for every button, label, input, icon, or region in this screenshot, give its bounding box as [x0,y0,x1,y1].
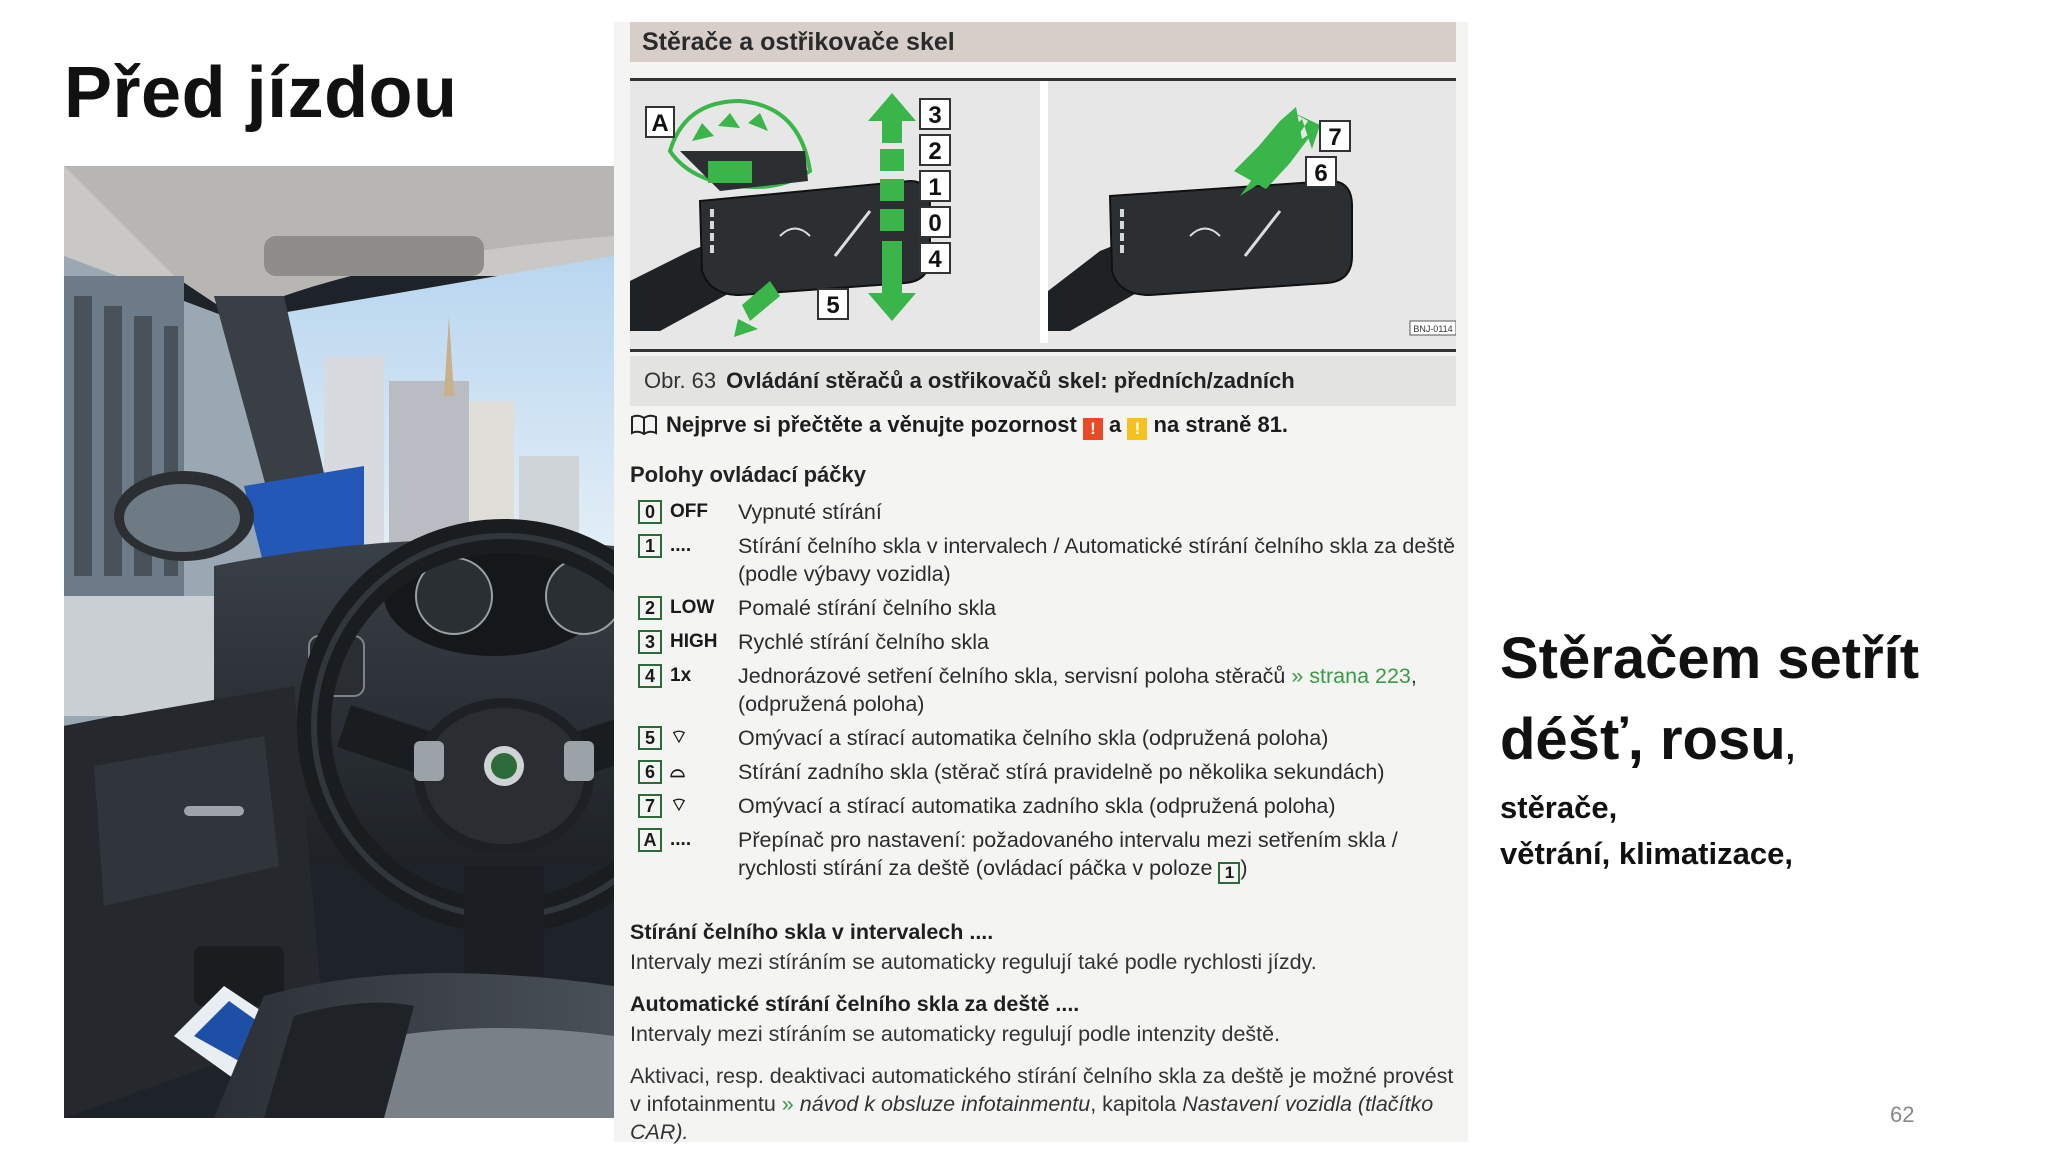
position-text-after: , (odpružená poloha) [738,664,1417,716]
rain-text: Intervaly mezi stíráním se automaticky regulují podle intenzity deště. [630,1022,1281,1046]
position-box: 5 [638,726,662,750]
figure-label-7: 7 [1328,124,1342,151]
interval-indicator-1 [692,123,714,141]
position-box: 1 [638,534,662,558]
position-row [630,792,1456,820]
position-text-main: Jednorázové setření čelního skla, servisní poloha stěračů [738,664,1286,688]
interval-text: Intervaly mezi stíráním se automaticky regulují také podle rychlosti jízdy. [630,950,1317,974]
activation-italic-2: Nastavení vozidla (tlačítko CAR). [630,1092,1434,1144]
position-text: Omývací a stírací automatika zadního skla (odpružená poloha) [738,794,1336,818]
right-heading-line2 [1500,706,1795,773]
position-row [630,532,1456,588]
position-row [630,498,1456,526]
right-heading-line1: Stěračem setřít [1500,626,1920,691]
page-link[interactable]: » strana 223 [1291,664,1411,688]
position-box: 2 [638,596,662,620]
position-row [630,826,1456,884]
rear-wiper-icon: ⌓ [670,761,686,782]
notice-prefix: Nejprve si přečtěte a věnujte pozornost [666,412,1077,437]
figure-label-0: 0 [928,210,942,237]
interval-heading: Stírání čelního skla v intervalech .... [630,920,994,944]
activation-italic-1: návod k obsluze infotainmentu [799,1092,1091,1116]
figure-label-A: A [651,110,669,137]
position-box: 4 [638,664,662,688]
position-text: Rychlé stírání čelního skla [738,630,989,654]
position-row [630,594,1456,622]
positions-list [630,498,1456,890]
book-icon [630,414,658,442]
position-symbol: 1x [670,665,692,686]
position-box: 7 [638,794,662,818]
position-text [720,662,1456,718]
position-text-after: ) [1240,856,1248,880]
inline-position-box: 1 [1218,862,1240,884]
position-row [630,662,1456,718]
caption-number: Obr. 63 [644,368,717,393]
manual-page [614,22,1468,1142]
position-box: A [638,828,662,852]
position-row [630,758,1456,786]
right-line4: větrání, klimatizace, [1500,836,1793,871]
right-heading-line2-suffix: , [1785,729,1796,767]
position-text: Stírání čelního skla v intervalech / Automatické stírání čelního skla za deště (podle výbavy vozidla) [738,534,1456,586]
figure-label-4: 4 [928,246,942,273]
figure-label-5: 5 [826,292,840,319]
caption-text: Ovládání stěračů a ostřikovačů skel: předních/zadních [726,368,1295,393]
page-number: 62 [1890,1102,1915,1127]
interval-indicator-2 [718,113,740,128]
safety-notice [630,412,1288,442]
warning-yellow-icon: ! [1127,418,1147,440]
position-text: Vypnuté stírání [738,500,882,524]
position-text [720,826,1456,884]
slide-title: Před jízdou [64,53,458,133]
interval-indicator-3 [748,113,768,131]
washer-front-icon: ⌔ [670,727,688,748]
position-box: 3 [638,630,662,654]
position-text: Stírání zadního skla (stěrač stírá pravidelně po několika sekundách) [738,760,1385,784]
figure-label-2: 2 [928,138,942,165]
position-text: Pomalé stírání čelního skla [738,596,997,620]
position-symbol: LOW [670,597,715,618]
position-text-main: Přepínač pro nastavení: požadovaného intervalu mezi setřením skla / rychlosti stírání za deště (ovládací páčka v poloze [738,828,1398,880]
notice-suffix: na straně 81. [1153,412,1289,437]
wiper-lever-diagram [630,81,1456,343]
positions-heading: Polohy ovládací páčky [630,462,866,487]
section-title: Stěrače a ostřikovače skel [630,22,1456,62]
position-symbol: OFF [670,501,708,522]
car-interior-photo [64,166,614,1118]
figure-caption [630,356,1456,406]
position-text: Omývací a stírací automatika čelního skla (odpružená poloha) [738,726,1329,750]
figure-reference: BNJ-0114 [1413,324,1453,334]
position-box: 6 [638,760,662,784]
activation-link[interactable]: » [781,1092,794,1116]
position-row [630,724,1456,752]
right-line3: stěrače, [1500,790,1618,825]
figure-label-1: 1 [928,174,942,201]
activation-text [630,1062,1456,1146]
position-symbol: .... [670,535,692,556]
position-symbol: HIGH [670,631,718,652]
rain-heading: Automatické stírání čelního skla za deště .... [630,992,1080,1016]
warning-red-icon: ! [1083,418,1103,440]
position-row [630,628,1456,656]
wiper-lever-figure [630,78,1456,352]
figure-label-3: 3 [928,102,942,129]
notice-and: a [1109,412,1122,437]
figure-label-6: 6 [1314,160,1328,187]
activation-text-1: Aktivaci, resp. deaktivaci automatického stírání čelního skla za deště je možné provést v infotainmentu [630,1064,1454,1116]
position-box: 0 [638,500,662,524]
position-symbol: .... [670,829,692,850]
right-heading-line2-text: déšť, rosu [1500,707,1786,772]
washer-rear-icon: ⌔ [670,795,688,816]
activation-text-2: , kapitola [1090,1092,1177,1116]
